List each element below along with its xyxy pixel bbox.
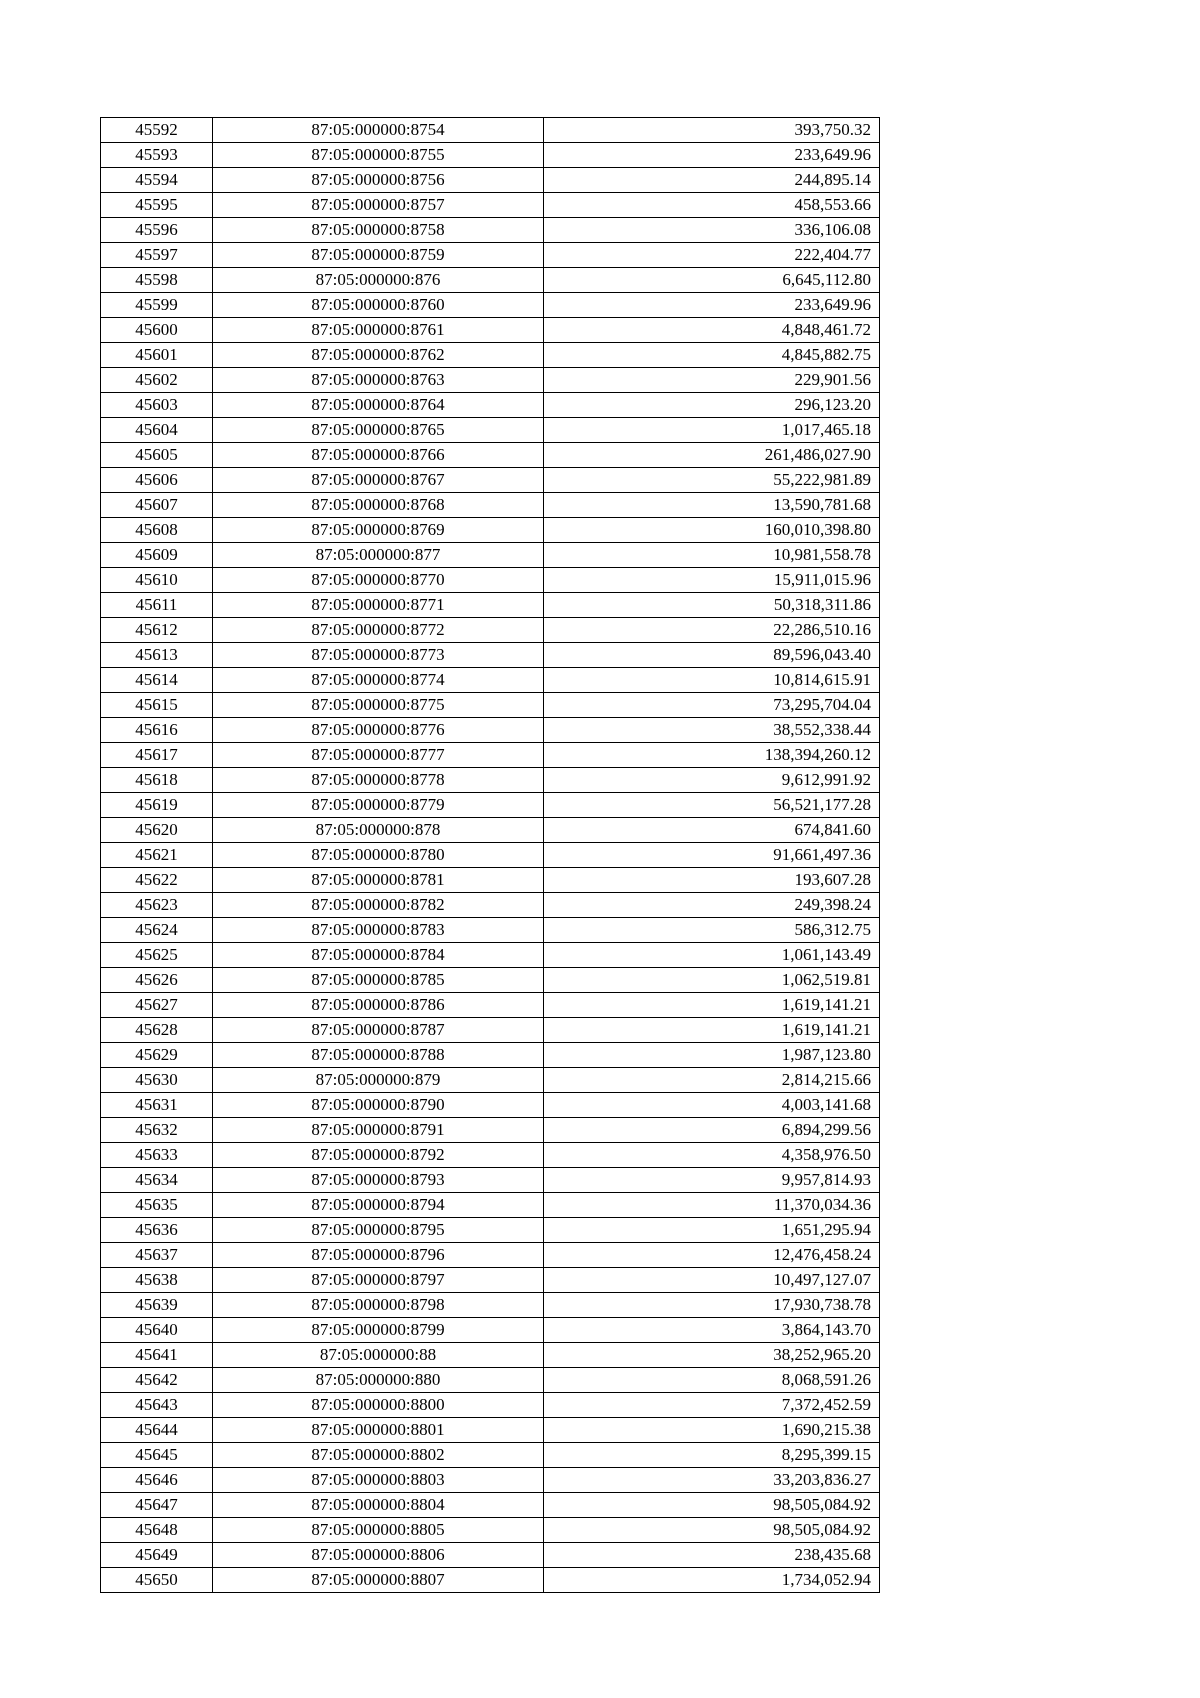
value-cell: 458,553.66: [544, 193, 880, 218]
table-row: [101, 968, 880, 993]
cadastral-number-cell: 87:05:000000:8798: [213, 1293, 544, 1318]
value-cell: 4,845,882.75: [544, 343, 880, 368]
table-row: [101, 418, 880, 443]
table-row: [101, 1218, 880, 1243]
cadastral-number-cell: 87:05:000000:8786: [213, 993, 544, 1018]
cadastral-number-cell: 87:05:000000:8770: [213, 568, 544, 593]
table-row: [101, 1493, 880, 1518]
value-cell: 193,607.28: [544, 868, 880, 893]
value-cell: 229,901.56: [544, 368, 880, 393]
cadastral-number-cell: 87:05:000000:8807: [213, 1568, 544, 1593]
cadastral-number-cell: 87:05:000000:8769: [213, 518, 544, 543]
row-number-cell: 45646: [101, 1468, 213, 1493]
table-row: [101, 1193, 880, 1218]
row-number-cell: 45634: [101, 1168, 213, 1193]
table-row: [101, 768, 880, 793]
row-number-cell: 45622: [101, 868, 213, 893]
row-number-cell: 45610: [101, 568, 213, 593]
value-cell: 17,930,738.78: [544, 1293, 880, 1318]
row-number-cell: 45612: [101, 618, 213, 643]
cadastral-number-cell: 87:05:000000:8762: [213, 343, 544, 368]
row-number-cell: 45615: [101, 693, 213, 718]
table-row: [101, 943, 880, 968]
value-cell: 233,649.96: [544, 293, 880, 318]
value-cell: 296,123.20: [544, 393, 880, 418]
cadastral-number-cell: 87:05:000000:8799: [213, 1318, 544, 1343]
value-cell: 38,552,338.44: [544, 718, 880, 743]
cadastral-number-cell: 87:05:000000:8778: [213, 768, 544, 793]
table-row: [101, 693, 880, 718]
cadastral-number-cell: 87:05:000000:8787: [213, 1018, 544, 1043]
table-row: [101, 118, 880, 143]
table-row: [101, 1543, 880, 1568]
value-cell: 11,370,034.36: [544, 1193, 880, 1218]
table-row: [101, 843, 880, 868]
value-cell: 336,106.08: [544, 218, 880, 243]
table-row: [101, 1243, 880, 1268]
row-number-cell: 45616: [101, 718, 213, 743]
value-cell: 98,505,084.92: [544, 1493, 880, 1518]
table-row: [101, 1368, 880, 1393]
row-number-cell: 45611: [101, 593, 213, 618]
table-row: [101, 318, 880, 343]
cadastral-number-cell: 87:05:000000:8768: [213, 493, 544, 518]
row-number-cell: 45638: [101, 1268, 213, 1293]
table-row: [101, 1418, 880, 1443]
row-number-cell: 45599: [101, 293, 213, 318]
table-row: [101, 743, 880, 768]
row-number-cell: 45601: [101, 343, 213, 368]
value-cell: 55,222,981.89: [544, 468, 880, 493]
table-row: [101, 368, 880, 393]
row-number-cell: 45592: [101, 118, 213, 143]
row-number-cell: 45631: [101, 1093, 213, 1118]
cadastral-number-cell: 87:05:000000:8776: [213, 718, 544, 743]
table-row: [101, 593, 880, 618]
cadastral-number-cell: 87:05:000000:8780: [213, 843, 544, 868]
value-cell: 1,017,465.18: [544, 418, 880, 443]
table-row: [101, 1318, 880, 1343]
cadastral-number-cell: 87:05:000000:8796: [213, 1243, 544, 1268]
value-cell: 1,062,519.81: [544, 968, 880, 993]
cadastral-number-cell: 87:05:000000:8781: [213, 868, 544, 893]
table-row: [101, 993, 880, 1018]
cadastral-number-cell: 87:05:000000:8754: [213, 118, 544, 143]
value-cell: 98,505,084.92: [544, 1518, 880, 1543]
cadastral-number-cell: 87:05:000000:8797: [213, 1268, 544, 1293]
row-number-cell: 45608: [101, 518, 213, 543]
row-number-cell: 45643: [101, 1393, 213, 1418]
table-body: [101, 118, 880, 1593]
cadastral-number-cell: 87:05:000000:8763: [213, 368, 544, 393]
cadastral-number-cell: 87:05:000000:88: [213, 1343, 544, 1368]
row-number-cell: 45619: [101, 793, 213, 818]
table-row: [101, 1568, 880, 1593]
row-number-cell: 45647: [101, 1493, 213, 1518]
value-cell: 38,252,965.20: [544, 1343, 880, 1368]
value-cell: 222,404.77: [544, 243, 880, 268]
value-cell: 7,372,452.59: [544, 1393, 880, 1418]
cadastral-number-cell: 87:05:000000:8793: [213, 1168, 544, 1193]
cadastral-number-cell: 87:05:000000:879: [213, 1068, 544, 1093]
cadastral-number-cell: 87:05:000000:8803: [213, 1468, 544, 1493]
table-row: [101, 818, 880, 843]
row-number-cell: 45645: [101, 1443, 213, 1468]
value-cell: 238,435.68: [544, 1543, 880, 1568]
row-number-cell: 45618: [101, 768, 213, 793]
row-number-cell: 45617: [101, 743, 213, 768]
cadastral-number-cell: 87:05:000000:8805: [213, 1518, 544, 1543]
row-number-cell: 45649: [101, 1543, 213, 1568]
row-number-cell: 45614: [101, 668, 213, 693]
row-number-cell: 45596: [101, 218, 213, 243]
table-row: [101, 1168, 880, 1193]
value-cell: 9,612,991.92: [544, 768, 880, 793]
cadastral-number-cell: 87:05:000000:8771: [213, 593, 544, 618]
row-number-cell: 45595: [101, 193, 213, 218]
cadastral-number-cell: 87:05:000000:8756: [213, 168, 544, 193]
value-cell: 22,286,510.16: [544, 618, 880, 643]
row-number-cell: 45629: [101, 1043, 213, 1068]
cadastral-number-cell: 87:05:000000:8785: [213, 968, 544, 993]
value-cell: 91,661,497.36: [544, 843, 880, 868]
row-number-cell: 45644: [101, 1418, 213, 1443]
cadastral-number-cell: 87:05:000000:8760: [213, 293, 544, 318]
row-number-cell: 45593: [101, 143, 213, 168]
table-row: [101, 1343, 880, 1368]
value-cell: 249,398.24: [544, 893, 880, 918]
value-cell: 4,358,976.50: [544, 1143, 880, 1168]
table-row: [101, 343, 880, 368]
row-number-cell: 45625: [101, 943, 213, 968]
value-cell: 1,987,123.80: [544, 1043, 880, 1068]
cadastral-number-cell: 87:05:000000:8761: [213, 318, 544, 343]
cadastral-number-cell: 87:05:000000:8775: [213, 693, 544, 718]
row-number-cell: 45632: [101, 1118, 213, 1143]
row-number-cell: 45620: [101, 818, 213, 843]
value-cell: 15,911,015.96: [544, 568, 880, 593]
table-row: [101, 1143, 880, 1168]
table-row: [101, 618, 880, 643]
row-number-cell: 45637: [101, 1243, 213, 1268]
cadastral-number-cell: 87:05:000000:8795: [213, 1218, 544, 1243]
cadastral-number-cell: 87:05:000000:8804: [213, 1493, 544, 1518]
value-cell: 8,068,591.26: [544, 1368, 880, 1393]
table-row: [101, 1518, 880, 1543]
cadastral-number-cell: 87:05:000000:878: [213, 818, 544, 843]
cadastral-number-cell: 87:05:000000:8806: [213, 1543, 544, 1568]
table-row: [101, 193, 880, 218]
table-row: [101, 718, 880, 743]
value-cell: 244,895.14: [544, 168, 880, 193]
table-row: [101, 643, 880, 668]
value-cell: 2,814,215.66: [544, 1068, 880, 1093]
row-number-cell: 45603: [101, 393, 213, 418]
row-number-cell: 45607: [101, 493, 213, 518]
value-cell: 10,497,127.07: [544, 1268, 880, 1293]
value-cell: 393,750.32: [544, 118, 880, 143]
table-row: [101, 493, 880, 518]
table-row: [101, 1443, 880, 1468]
cadastral-number-cell: 87:05:000000:8791: [213, 1118, 544, 1143]
value-cell: 50,318,311.86: [544, 593, 880, 618]
row-number-cell: 45636: [101, 1218, 213, 1243]
value-cell: 3,864,143.70: [544, 1318, 880, 1343]
value-cell: 233,649.96: [544, 143, 880, 168]
value-cell: 8,295,399.15: [544, 1443, 880, 1468]
table-row: [101, 568, 880, 593]
row-number-cell: 45627: [101, 993, 213, 1018]
table-row: [101, 918, 880, 943]
row-number-cell: 45594: [101, 168, 213, 193]
row-number-cell: 45626: [101, 968, 213, 993]
value-cell: 10,814,615.91: [544, 668, 880, 693]
row-number-cell: 45633: [101, 1143, 213, 1168]
value-cell: 160,010,398.80: [544, 518, 880, 543]
row-number-cell: 45639: [101, 1293, 213, 1318]
cadastral-number-cell: 87:05:000000:877: [213, 543, 544, 568]
cadastral-number-cell: 87:05:000000:8801: [213, 1418, 544, 1443]
value-cell: 586,312.75: [544, 918, 880, 943]
row-number-cell: 45641: [101, 1343, 213, 1368]
table-row: [101, 393, 880, 418]
value-cell: 13,590,781.68: [544, 493, 880, 518]
row-number-cell: 45624: [101, 918, 213, 943]
table-row: [101, 1043, 880, 1068]
value-cell: 4,848,461.72: [544, 318, 880, 343]
value-cell: 1,690,215.38: [544, 1418, 880, 1443]
cadastral-number-cell: 87:05:000000:876: [213, 268, 544, 293]
row-number-cell: 45597: [101, 243, 213, 268]
table-row: [101, 668, 880, 693]
value-cell: 674,841.60: [544, 818, 880, 843]
row-number-cell: 45648: [101, 1518, 213, 1543]
row-number-cell: 45604: [101, 418, 213, 443]
table-row: [101, 1268, 880, 1293]
table-row: [101, 793, 880, 818]
cadastral-number-cell: 87:05:000000:8784: [213, 943, 544, 968]
cadastral-number-cell: 87:05:000000:8800: [213, 1393, 544, 1418]
cadastral-number-cell: 87:05:000000:8759: [213, 243, 544, 268]
cadastral-number-cell: 87:05:000000:8790: [213, 1093, 544, 1118]
row-number-cell: 45623: [101, 893, 213, 918]
row-number-cell: 45628: [101, 1018, 213, 1043]
cadastral-number-cell: 87:05:000000:8765: [213, 418, 544, 443]
row-number-cell: 45606: [101, 468, 213, 493]
row-number-cell: 45613: [101, 643, 213, 668]
row-number-cell: 45640: [101, 1318, 213, 1343]
table-row: [101, 1018, 880, 1043]
value-cell: 1,619,141.21: [544, 993, 880, 1018]
value-cell: 89,596,043.40: [544, 643, 880, 668]
cadastral-number-cell: 87:05:000000:8755: [213, 143, 544, 168]
data-table: [100, 117, 880, 1593]
table-row: [101, 468, 880, 493]
cadastral-number-cell: 87:05:000000:8773: [213, 643, 544, 668]
table-row: [101, 143, 880, 168]
table-row: [101, 1293, 880, 1318]
row-number-cell: 45598: [101, 268, 213, 293]
table-row: [101, 893, 880, 918]
row-number-cell: 45630: [101, 1068, 213, 1093]
cadastral-number-cell: 87:05:000000:8767: [213, 468, 544, 493]
cadastral-number-cell: 87:05:000000:8779: [213, 793, 544, 818]
table-row: [101, 543, 880, 568]
row-number-cell: 45609: [101, 543, 213, 568]
cadastral-number-cell: 87:05:000000:8758: [213, 218, 544, 243]
table-row: [101, 1093, 880, 1118]
table-row: [101, 218, 880, 243]
cadastral-number-cell: 87:05:000000:8783: [213, 918, 544, 943]
cadastral-number-cell: 87:05:000000:8757: [213, 193, 544, 218]
table-row: [101, 518, 880, 543]
table-row: [101, 268, 880, 293]
table-row: [101, 1118, 880, 1143]
value-cell: 1,619,141.21: [544, 1018, 880, 1043]
value-cell: 1,061,143.49: [544, 943, 880, 968]
cadastral-number-cell: 87:05:000000:8794: [213, 1193, 544, 1218]
row-number-cell: 45602: [101, 368, 213, 393]
table-row: [101, 243, 880, 268]
table-row: [101, 868, 880, 893]
table-row: [101, 1068, 880, 1093]
table-row: [101, 293, 880, 318]
cadastral-number-cell: 87:05:000000:8774: [213, 668, 544, 693]
value-cell: 261,486,027.90: [544, 443, 880, 468]
cadastral-number-cell: 87:05:000000:8782: [213, 893, 544, 918]
cadastral-number-cell: 87:05:000000:8788: [213, 1043, 544, 1068]
cadastral-number-cell: 87:05:000000:8802: [213, 1443, 544, 1468]
value-cell: 138,394,260.12: [544, 743, 880, 768]
value-cell: 12,476,458.24: [544, 1243, 880, 1268]
row-number-cell: 45605: [101, 443, 213, 468]
row-number-cell: 45635: [101, 1193, 213, 1218]
table-row: [101, 168, 880, 193]
value-cell: 56,521,177.28: [544, 793, 880, 818]
value-cell: 1,734,052.94: [544, 1568, 880, 1593]
value-cell: 33,203,836.27: [544, 1468, 880, 1493]
row-number-cell: 45642: [101, 1368, 213, 1393]
value-cell: 9,957,814.93: [544, 1168, 880, 1193]
table-row: [101, 1393, 880, 1418]
value-cell: 1,651,295.94: [544, 1218, 880, 1243]
row-number-cell: 45621: [101, 843, 213, 868]
cadastral-number-cell: 87:05:000000:8792: [213, 1143, 544, 1168]
value-cell: 6,645,112.80: [544, 268, 880, 293]
table-row: [101, 1468, 880, 1493]
value-cell: 6,894,299.56: [544, 1118, 880, 1143]
table-row: [101, 443, 880, 468]
value-cell: 4,003,141.68: [544, 1093, 880, 1118]
value-cell: 10,981,558.78: [544, 543, 880, 568]
row-number-cell: 45650: [101, 1568, 213, 1593]
row-number-cell: 45600: [101, 318, 213, 343]
cadastral-number-cell: 87:05:000000:8766: [213, 443, 544, 468]
cadastral-number-cell: 87:05:000000:8777: [213, 743, 544, 768]
cadastral-number-cell: 87:05:000000:8764: [213, 393, 544, 418]
value-cell: 73,295,704.04: [544, 693, 880, 718]
cadastral-number-cell: 87:05:000000:880: [213, 1368, 544, 1393]
cadastral-number-cell: 87:05:000000:8772: [213, 618, 544, 643]
